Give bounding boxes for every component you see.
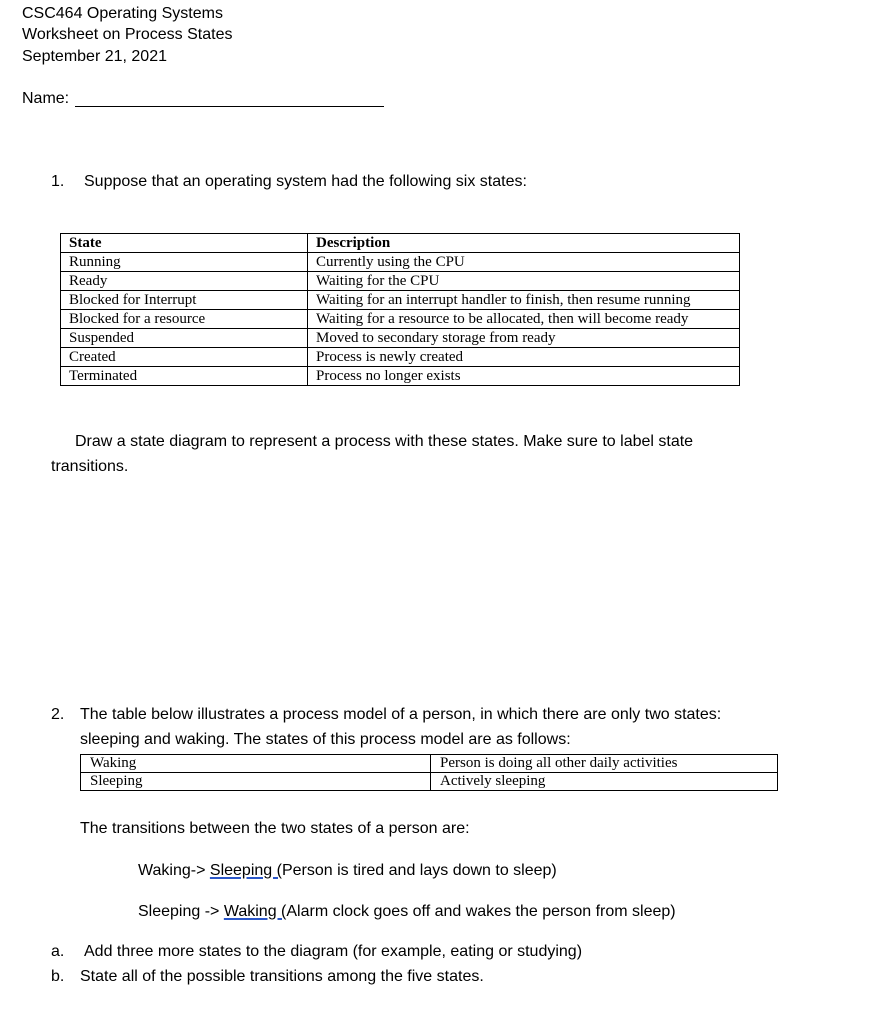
item-a-text: Add three more states to the diagram (for example, eating or studying) (84, 943, 583, 960)
state-cell: Created (61, 348, 308, 367)
description-cell: Waiting for the CPU (308, 272, 740, 291)
state-cell: Sleeping (81, 773, 431, 791)
table-row (81, 755, 778, 773)
process-states-table (60, 233, 740, 386)
transition-from: Sleeping -> (138, 903, 220, 920)
state-cell: Blocked for Interrupt (61, 291, 308, 310)
question-2-number: 2. (51, 706, 65, 723)
description-cell: Moved to secondary storage from ready (308, 329, 740, 348)
description-cell: Process is newly created (308, 348, 740, 367)
course-title: CSC464 Operating Systems (22, 5, 223, 22)
transition-sleeping-to-waking (138, 901, 676, 923)
description-cell: Actively sleeping (431, 773, 778, 791)
name-blank-line[interactable] (75, 106, 384, 107)
description-cell: Currently using the CPU (308, 253, 740, 272)
state-cell: Terminated (61, 367, 308, 386)
description-cell: Person is doing all other daily activities (431, 755, 778, 773)
person-states-table (80, 754, 778, 791)
question-1-prompt: Suppose that an operating system had the following six states: (84, 173, 527, 190)
table-row (61, 348, 740, 367)
table-row (61, 367, 740, 386)
state-cell: Waking (81, 755, 431, 773)
question-2-prompt: The table below illustrates a process model of a person, in which there are only two states: (80, 706, 722, 723)
description-cell: Waiting for a resource to be allocated, then will become ready (308, 310, 740, 329)
table-row (61, 291, 740, 310)
worksheet-date: September 21, 2021 (22, 48, 167, 65)
transition-from: Waking-> (138, 862, 206, 879)
question-1-number: 1. (51, 173, 65, 190)
question-1-instruction-cont: transitions. (51, 458, 129, 475)
description-cell: Waiting for an interrupt handler to finish, then resume running (308, 291, 740, 310)
transition-to: Waking ( (223, 903, 287, 920)
table-row (61, 272, 740, 291)
item-a-label: a. (51, 943, 65, 960)
name-label: Name: (22, 90, 70, 107)
item-b-text: State all of the possible transitions among the five states. (80, 968, 484, 985)
table-row (61, 310, 740, 329)
table-row (61, 329, 740, 348)
transition-reason: Person is tired and lays down to sleep) (281, 862, 557, 879)
description-cell: Process no longer exists (308, 367, 740, 386)
item-b-label: b. (51, 968, 65, 985)
question-2-prompt-cont: sleeping and waking. The states of this process model are as follows: (80, 731, 571, 748)
state-cell: Running (61, 253, 308, 272)
transition-waking-to-sleeping (138, 860, 557, 882)
worksheet-title: Worksheet on Process States (22, 26, 233, 43)
table-header-row (61, 234, 740, 253)
transitions-intro: The transitions between the two states of a person are: (80, 820, 470, 837)
state-cell: Ready (61, 272, 308, 291)
transition-reason: Alarm clock goes off and wakes the person from sleep) (286, 903, 676, 920)
state-cell: Blocked for a resource (61, 310, 308, 329)
table-header-state: State (61, 234, 308, 253)
transition-to: Sleeping ( (209, 862, 282, 879)
table-header-description: Description (308, 234, 740, 253)
table-row (61, 253, 740, 272)
state-cell: Suspended (61, 329, 308, 348)
table-row (81, 773, 778, 791)
question-1-instruction: Draw a state diagram to represent a process with these states. Make sure to label state (75, 433, 694, 450)
